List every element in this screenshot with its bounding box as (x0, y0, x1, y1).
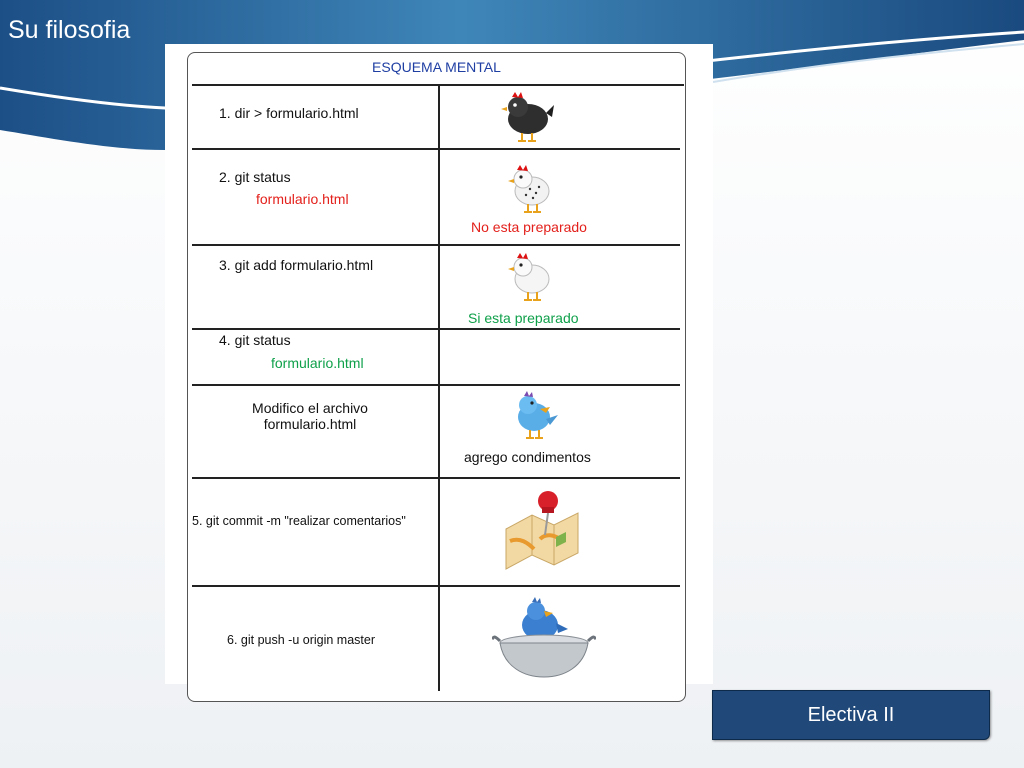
row-divider (192, 244, 680, 246)
row-2-status-label: No esta preparado (471, 219, 587, 235)
row-4-staged-file: formulario.html (271, 355, 364, 371)
column-divider (438, 85, 440, 691)
map-pin-icon (500, 489, 586, 573)
schema-frame (187, 52, 686, 702)
row-7-command: 6. git push -u origin master (227, 633, 375, 647)
spotted-chicken-icon (506, 163, 556, 215)
white-chicken-icon (506, 251, 556, 303)
row-1-command: 1. dir > formulario.html (219, 105, 359, 121)
row-2-untracked-file: formulario.html (256, 191, 349, 207)
row-5-action-line-2: formulario.html (263, 416, 357, 432)
blue-bird-icon (510, 389, 560, 441)
course-label: Electiva II (807, 704, 895, 726)
slide-title: Su filosofia (8, 16, 131, 44)
row-divider (192, 328, 680, 330)
row-5-result-label: agrego condimentos (464, 449, 591, 465)
course-label-box (712, 690, 990, 740)
row-divider (192, 477, 680, 479)
row-divider (192, 148, 680, 150)
row-3-status-label: Si esta preparado (468, 310, 579, 326)
bird-in-pot-icon (492, 595, 596, 683)
row-2-command: 2. git status (219, 169, 291, 185)
row-5-action-line-1: Modifico el archivo (252, 400, 368, 416)
row-divider (192, 384, 680, 386)
row-divider (192, 585, 680, 587)
black-chicken-icon (498, 91, 556, 143)
row-6-command: 5. git commit -m "realizar comentarios" (192, 514, 406, 528)
row-3-command: 3. git add formulario.html (219, 257, 374, 273)
schema-header: ESQUEMA MENTAL (372, 59, 501, 75)
row-4-command: 4. git status (219, 332, 291, 348)
